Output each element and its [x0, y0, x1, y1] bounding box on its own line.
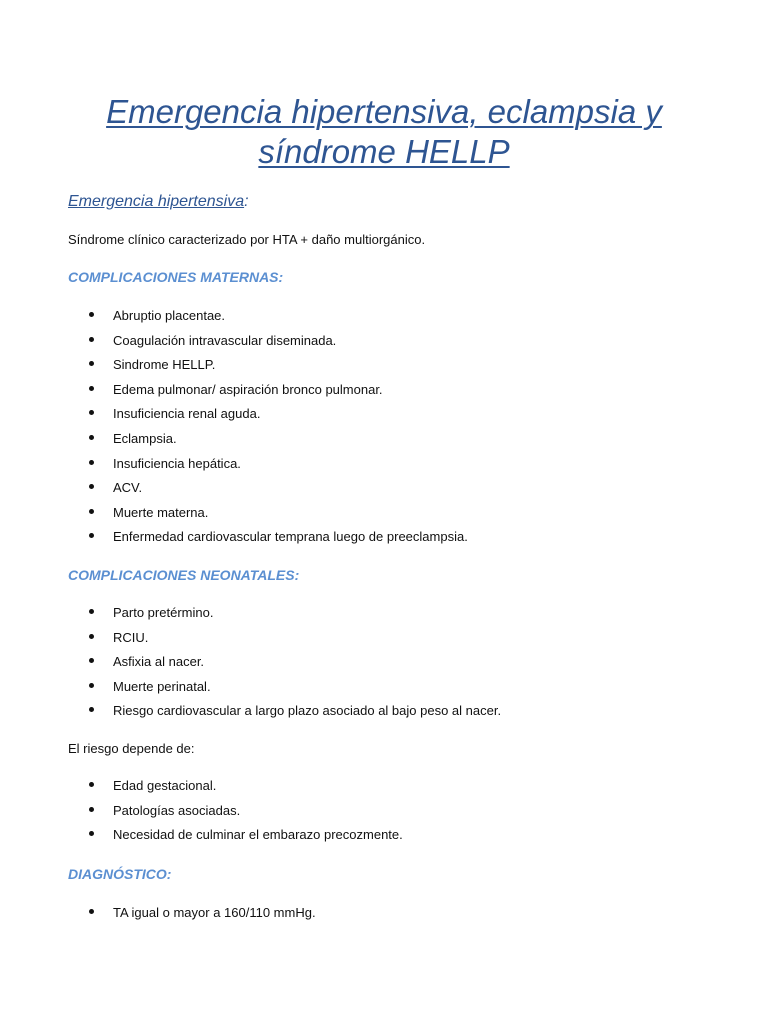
bullet-icon [89, 683, 94, 688]
bullet-icon [89, 609, 94, 614]
list-item [0, 653, 501, 678]
list-item-text: ACV. [113, 480, 143, 496]
definition-text: Síndrome clínico caracterizado por HTA + daño multiorgánico. [68, 232, 426, 247]
list-item-text: Abruptio placentae. [113, 308, 226, 323]
bullet-icon [89, 435, 94, 440]
heading-diagnosis: DIAGNÓSTICO: [68, 866, 172, 882]
bullet-icon [89, 410, 94, 415]
list-item [0, 307, 468, 332]
list-item-text: Enfermedad cardiovascular temprana luego de preeclampsia. [113, 529, 468, 545]
neonatal-complications-list [0, 604, 501, 727]
list-item [0, 405, 468, 430]
list-item-text: Insuficiencia hepática. [113, 455, 241, 471]
bullet-icon [89, 509, 94, 514]
document-title-text: Emergencia hipertensiva, eclampsia y síndrome HELLP [106, 93, 662, 170]
list-item [0, 702, 501, 727]
list-item-text: Patologías asociadas. [113, 802, 241, 818]
list-item [0, 604, 501, 629]
list-item [0, 678, 501, 703]
bullet-icon [89, 807, 94, 812]
section-heading-emergencia [68, 192, 249, 212]
list-item-text: TA igual o mayor a 160/110 mmHg. [113, 905, 316, 920]
list-item [0, 904, 316, 929]
bullet-icon [89, 460, 94, 465]
bullet-icon [89, 337, 94, 342]
bullet-icon [89, 782, 94, 787]
list-item [0, 777, 403, 802]
list-item-text: Parto pretérmino. [113, 605, 214, 620]
bullet-icon [89, 831, 94, 836]
list-item-text: Riesgo cardiovascular a largo plazo asociado al bajo peso al nacer. [113, 703, 502, 719]
bullet-icon [89, 361, 94, 366]
list-item-text: Edad gestacional. [113, 778, 217, 793]
list-item [0, 802, 403, 827]
list-item [0, 528, 468, 553]
list-item [0, 356, 468, 381]
list-item-text: Eclampsia. [113, 430, 177, 446]
list-item [0, 629, 501, 654]
bullet-icon [89, 484, 94, 489]
document-title [60, 92, 708, 172]
risk-factors-list [0, 777, 403, 851]
bullet-icon [89, 533, 94, 538]
list-item-text: Sindrome HELLP. [113, 357, 216, 373]
bullet-icon [89, 386, 94, 391]
bullet-icon [89, 909, 94, 914]
list-item-text: Muerte perinatal. [113, 678, 211, 694]
list-item [0, 332, 468, 357]
bullet-icon [89, 634, 94, 639]
heading-neonatal-complications: COMPLICACIONES NEONATALES: [68, 567, 300, 583]
list-item-text: Muerte materna. [113, 504, 209, 520]
bullet-icon [89, 658, 94, 663]
list-item-text: Edema pulmonar/ aspiración bronco pulmonar. [113, 381, 383, 397]
heading-maternal-complications: COMPLICACIONES MATERNAS: [68, 269, 284, 285]
list-item [0, 826, 403, 851]
bullet-icon [89, 312, 94, 317]
list-item [0, 430, 468, 455]
maternal-complications-list [0, 307, 468, 553]
bullet-icon [89, 707, 94, 712]
section-heading-text: Emergencia hipertensiva [68, 193, 245, 210]
list-item-text: RCIU. [113, 629, 149, 645]
list-item [0, 479, 468, 504]
list-item-text: Coagulación intravascular diseminada. [113, 332, 337, 348]
section-heading-colon: : [244, 193, 249, 210]
list-item [0, 504, 468, 529]
risk-intro-text: El riesgo depende de: [68, 741, 195, 756]
list-item [0, 381, 468, 406]
list-item-text: Asfixia al nacer. [113, 654, 205, 670]
diagnosis-criteria-list [0, 904, 316, 929]
list-item [0, 455, 468, 480]
list-item-text: Insuficiencia renal aguda. [113, 406, 261, 422]
list-item-text: Necesidad de culminar el embarazo precozmente. [113, 827, 403, 843]
